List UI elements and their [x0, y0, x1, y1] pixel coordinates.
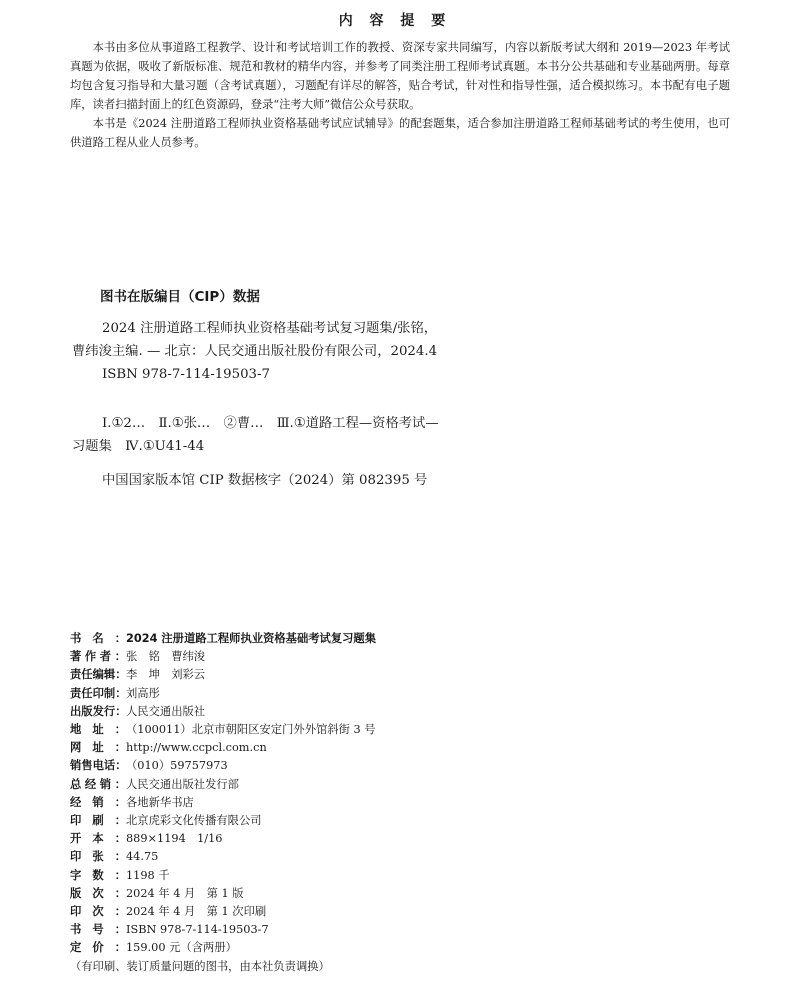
imprint-row-print-run: [70, 903, 376, 921]
imprint-label: 著作者：: [70, 650, 126, 664]
imprint-row-word-count: [70, 867, 376, 885]
imprint-value: 2024 注册道路工程师执业资格基础考试复习题集: [126, 632, 377, 645]
imprint-row-sheets: [70, 848, 376, 866]
imprint-label: 印次：: [70, 905, 126, 919]
imprint-label: 网址：: [70, 741, 126, 755]
imprint-row-price: [70, 939, 376, 957]
cip-heading: 图书在版编目（CIP）数据: [100, 289, 260, 305]
imprint-row-authors: [70, 648, 376, 666]
cip-library-block: [72, 469, 444, 492]
imprint-row-isbn: [70, 921, 376, 939]
cip-isbn: ISBN 978-7-114-19503-7: [102, 367, 270, 382]
imprint-value: 各地新华书店: [126, 795, 194, 809]
imprint-label: 责任编辑：: [70, 668, 127, 682]
imprint-value: ISBN 978-7-114-19503-7: [126, 923, 269, 937]
cip-classification: Ⅰ.①2… Ⅱ.①张… ②曹… Ⅲ.①道路工程—资格考试—习题集 Ⅳ.①U41-44: [72, 416, 439, 454]
imprint-label: 印刷：: [70, 814, 126, 828]
imprint-row-edition: [70, 885, 376, 903]
imprint-value: 北京虎彩文化传播有限公司: [126, 814, 262, 828]
imprint-row-general-distributor: [70, 776, 376, 794]
cip-record-block: [72, 317, 444, 386]
imprint-row-format: [70, 830, 376, 848]
imprint-value: 人民交通出版社发行部: [126, 777, 239, 791]
imprint-row-printer: [70, 812, 376, 830]
imprint-value: 159.00 元（含两册）: [126, 941, 237, 955]
imprint-value: 1198 千: [126, 868, 170, 882]
imprint-label: 版次：: [70, 886, 126, 900]
imprint-row-publisher: [70, 703, 376, 721]
quality-notice: （有印刷、装订质量问题的图书，由本社负责调换）: [70, 959, 330, 973]
imprint-row-printing-supervisor: [70, 685, 376, 703]
imprint-row-address: [70, 721, 376, 739]
imprint-label: 经销：: [70, 795, 126, 809]
imprint-row-title: [70, 630, 376, 648]
imprint-label: 地址：: [70, 723, 126, 737]
cip-classification-block: [72, 412, 444, 458]
cip-library-number: 中国国家版本馆 CIP 数据核字（2024）第 082395 号: [102, 473, 428, 488]
imprint-value: 李 坤 刘彩云: [126, 668, 206, 682]
imprint-label: 出版发行：: [70, 704, 127, 718]
imprint-value: 44.75: [126, 850, 159, 864]
abstract-paragraph: 本书是《2024 注册道路工程师执业资格基础考试应试辅导》的配套题集，适合参加注册道路工程师基础考试的考生使用，也可供道路工程从业人员参考。: [70, 117, 730, 149]
imprint-label: 定价：: [70, 941, 126, 955]
cip-record: 2024 注册道路工程师执业资格基础考试复习题集/张铭，曹纬浚主编. — 北京：人民交通出版社股份有限公司，2024.4: [72, 321, 438, 359]
imprint-label: 印张：: [70, 850, 126, 864]
abstract-title: 内 容 提 要: [338, 13, 452, 29]
imprint-label: 总经销：: [70, 777, 126, 791]
abstract-paragraph: 本书由多位从事道路工程教学、设计和考试培训工作的教授、资深专家共同编写，内容以新版考试大纲和 2019—2023 年考试真题为依据，吸收了新版标准、规范和教材的精华内容，并参考了同类注册工程师考试真题。本书分公共基础和专业基础两册。每章均包含复习指导和大量习题（含考试真题），习题配有详尽的解答，贴合考试，针对性和指导性强，适合模拟练习。本书配有电子题库，读者扫描封面上的红色资源码，登录“注考大师”微信公众号获取。: [70, 41, 730, 111]
imprint-label: 书号：: [70, 923, 126, 937]
imprint-value: 刘高彤: [126, 686, 160, 700]
imprint-value: 人民交通出版社: [126, 704, 206, 718]
imprint-row-distributor: [70, 794, 376, 812]
imprint-block: [70, 630, 376, 976]
imprint-row-editors: [70, 666, 376, 684]
imprint-value: 2024 年 4 月 第 1 次印刷: [126, 905, 267, 919]
imprint-value: 张 铭 曹纬浚: [126, 650, 206, 664]
imprint-value: http://www.ccpcl.com.cn: [126, 741, 267, 755]
imprint-value: 889×1194 1/16: [126, 832, 223, 846]
imprint-label: 字数：: [70, 868, 126, 882]
imprint-label: 开本：: [70, 832, 126, 846]
imprint-row-website: [70, 739, 376, 757]
abstract-text: [70, 38, 730, 152]
imprint-value: 2024 年 4 月 第 1 版: [126, 886, 244, 900]
imprint-label: 销售电话：: [70, 759, 127, 773]
imprint-value: （010）59757973: [126, 759, 228, 773]
imprint-row-sales-phone: [70, 757, 376, 775]
imprint-label: 责任印制：: [70, 686, 127, 700]
imprint-value: （100011）北京市朝阳区安定门外外馆斜街 3 号: [126, 723, 376, 737]
imprint-label: 书名：: [70, 632, 126, 645]
